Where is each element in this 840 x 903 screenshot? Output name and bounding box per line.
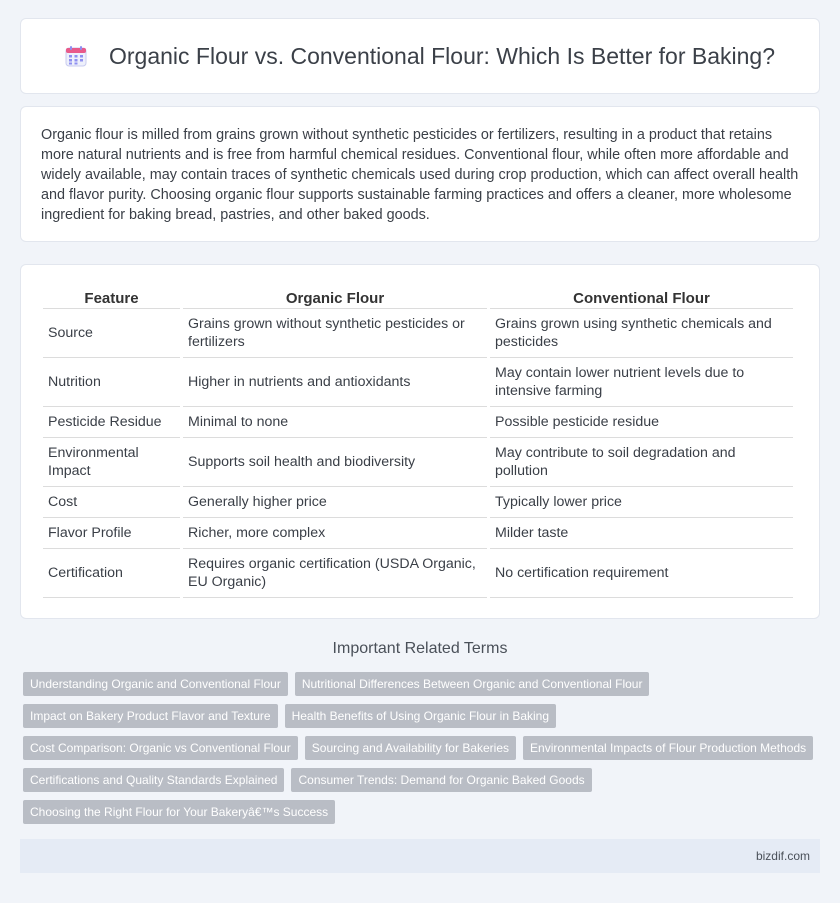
footer-site-link[interactable]: bizdif.com bbox=[755, 849, 810, 863]
table-cell: Requires organic certification (USDA Organic, EU Organic) bbox=[183, 549, 487, 598]
related-terms-list bbox=[23, 672, 823, 832]
related-term-link[interactable]: Understanding Organic and Conventional Flour bbox=[23, 672, 288, 696]
table-cell: Supports soil health and biodiversity bbox=[183, 438, 487, 487]
table-cell: Nutrition bbox=[43, 358, 180, 407]
related-term-link[interactable]: Certifications and Quality Standards Explained bbox=[23, 768, 284, 792]
related-term-link[interactable]: Health Benefits of Using Organic Flour in Baking bbox=[285, 704, 556, 728]
comparison-table-card bbox=[20, 264, 820, 619]
table-cell: Higher in nutrients and antioxidants bbox=[183, 358, 487, 407]
table-row bbox=[43, 438, 793, 487]
table-row bbox=[43, 549, 793, 598]
related-terms-title: Important Related Terms bbox=[332, 640, 508, 657]
header-card bbox=[20, 18, 820, 94]
related-term-link[interactable]: Choosing the Right Flour for Your Bakeryâ€™s Success bbox=[23, 800, 335, 824]
table-cell: Grains grown without synthetic pesticides or fertilizers bbox=[183, 309, 487, 358]
comparison-table bbox=[40, 285, 796, 598]
table-cell: Flavor Profile bbox=[43, 518, 180, 549]
table-cell: Cost bbox=[43, 487, 180, 518]
table-row bbox=[43, 518, 793, 549]
table-row bbox=[43, 358, 793, 407]
table-row bbox=[43, 487, 793, 518]
footer bbox=[20, 839, 820, 873]
table-cell: No certification requirement bbox=[490, 549, 793, 598]
related-term-link[interactable]: Cost Comparison: Organic vs Conventional Flour bbox=[23, 736, 298, 760]
intro-paragraph: Organic flour is milled from grains grown without synthetic pesticides or fertilizers, resulting in a product that retains more natural nutrients and is free from harmful chemical residues. Conventional flour, while often more affordable and widely available, may contain traces of synthetic chemicals used during crop production, which can affect overall health and flavor purity. Choosing organic flour supports sustainable farming practices and offers a cleaner, more wholesome ingredient for baking bread, pastries, and other baked goods. bbox=[41, 127, 799, 223]
related-term-link[interactable]: Sourcing and Availability for Bakeries bbox=[305, 736, 516, 760]
header-organic: Organic Flour bbox=[183, 285, 487, 309]
header-feature: Feature bbox=[43, 285, 180, 309]
table-row bbox=[43, 407, 793, 438]
related-term-link[interactable]: Consumer Trends: Demand for Organic Baked Goods bbox=[291, 768, 591, 792]
table-cell: Generally higher price bbox=[183, 487, 487, 518]
related-term-link[interactable]: Environmental Impacts of Flour Production Methods bbox=[523, 736, 813, 760]
table-cell: Typically lower price bbox=[490, 487, 793, 518]
table-cell: Pesticide Residue bbox=[43, 407, 180, 438]
intro-card bbox=[20, 106, 820, 242]
related-term-link[interactable]: Impact on Bakery Product Flavor and Texture bbox=[23, 704, 278, 728]
table-cell: Milder taste bbox=[490, 518, 793, 549]
table-cell: Source bbox=[43, 309, 180, 358]
table-cell: Certification bbox=[43, 549, 180, 598]
table-row bbox=[43, 309, 793, 358]
related-term-link[interactable]: Nutritional Differences Between Organic and Conventional Flour bbox=[295, 672, 650, 696]
header-conventional: Conventional Flour bbox=[490, 285, 793, 309]
table-cell: May contain lower nutrient levels due to intensive farming bbox=[490, 358, 793, 407]
table-cell: May contribute to soil degradation and pollution bbox=[490, 438, 793, 487]
page-title: Organic Flour vs. Conventional Flour: Which Is Better for Baking? bbox=[108, 42, 775, 69]
table-cell: Richer, more complex bbox=[183, 518, 487, 549]
table-cell: Minimal to none bbox=[183, 407, 487, 438]
table-header-row bbox=[43, 285, 793, 309]
table-cell: Grains grown using synthetic chemicals and pesticides bbox=[490, 309, 793, 358]
table-cell: Possible pesticide residue bbox=[490, 407, 793, 438]
calendar-icon bbox=[65, 45, 87, 67]
table-cell: Environmental Impact bbox=[43, 438, 180, 487]
